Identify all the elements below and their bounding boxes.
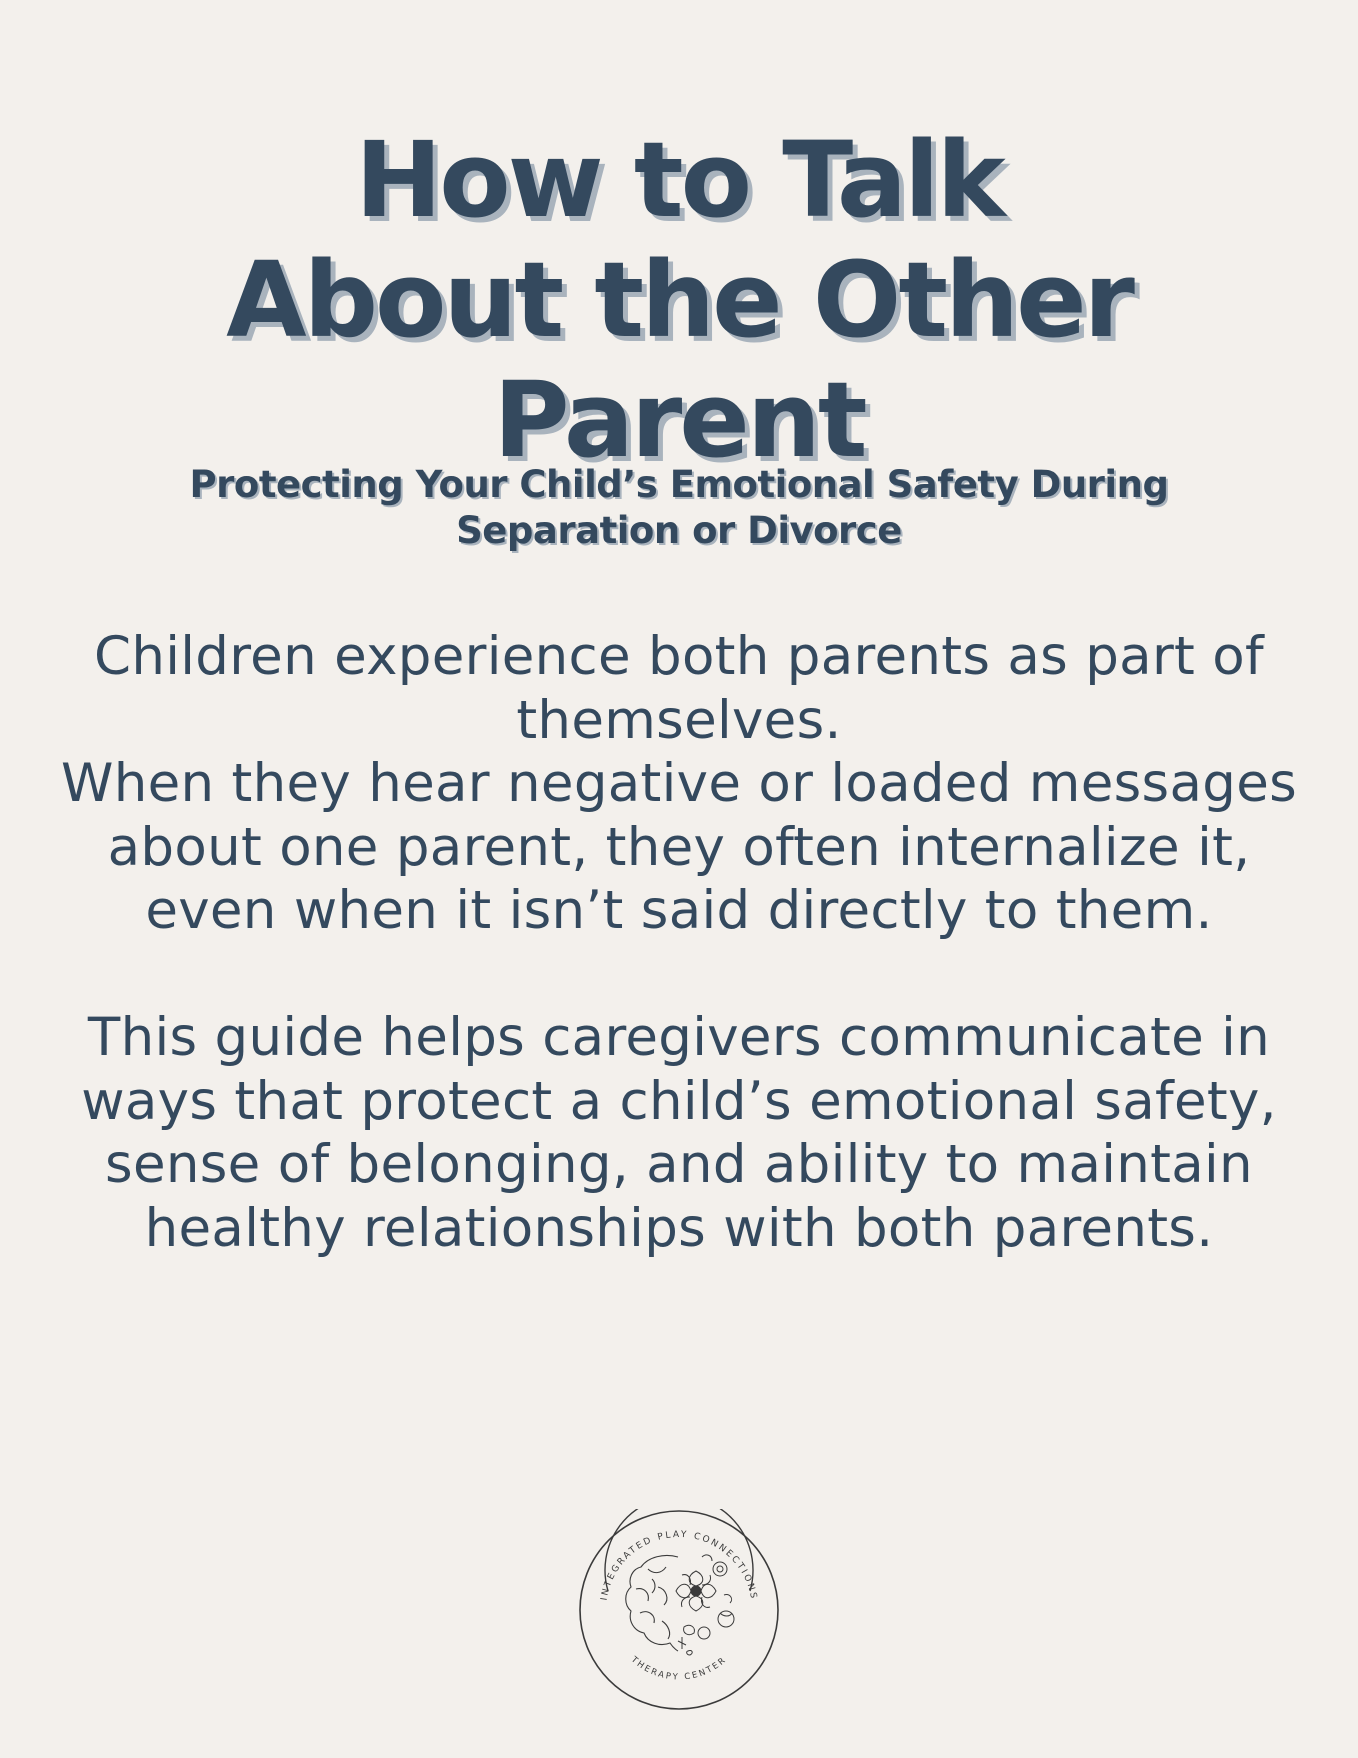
page-subtitle [0,462,1358,554]
therapy-center-logo [578,1509,780,1711]
intro-line-2: themselves. [516,689,842,751]
brain-icon [626,1555,678,1651]
svg-text:THERAPY CENTER [628,1654,729,1682]
logo-bottom-text: THERAPY CENTER [628,1654,730,1683]
guide-line-4: healthy relationships with both parents. [144,1197,1214,1259]
title-line-1: How to Talk [355,119,1003,241]
intro-paragraph [0,625,1358,943]
title-line-2: About the Other [226,239,1132,361]
guide-paragraph [0,1006,1358,1260]
logo-emblem-icon [578,1509,780,1711]
intro-line-3: When they hear negative or loaded messages [60,753,1298,814]
intro-line-4: about one parent, they often internalize it, [107,816,1251,878]
guide-line-3: sense of belonging, and ability to maintain [105,1134,1253,1195]
intro-line-1: Children experience both parents as part of [94,626,1264,687]
guide-line-1: This guide helps caregivers communicate in [87,1007,1271,1068]
guide-line-2: ways that protect a child’s emotional safety, [81,1070,1277,1132]
svg-text:INTEGRATED PLAY CONNECTIONS [600,1530,759,1601]
title-line-3: Parent [493,359,865,481]
flower-icon [676,1555,734,1655]
subtitle-line-1: Protecting Your Child’s Emotional Safety During [189,463,1169,506]
page-title [0,120,1358,480]
subtitle-line-2: Separation or Divorce [456,509,902,552]
logo-top-text: INTEGRATED PLAY CONNECTIONS [599,1529,759,1602]
intro-line-5: even when it isn’t said directly to them. [145,880,1213,941]
